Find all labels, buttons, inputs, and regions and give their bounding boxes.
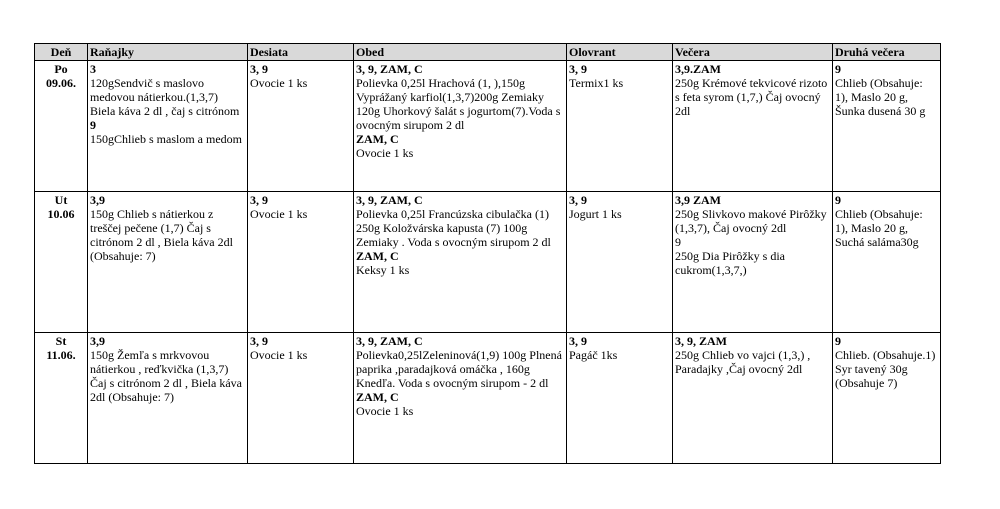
olovrant-cell <box>567 333 673 464</box>
meal-text: Termix1 ks <box>569 76 624 90</box>
allergen-code: 3, 9 <box>250 334 268 348</box>
allergen-code: 3,9.ZAM <box>675 62 721 76</box>
desiata-cell <box>248 61 354 192</box>
druha-vecera-cell <box>833 61 941 192</box>
ranajky-cell <box>88 192 248 333</box>
meal-text: 120gSendvič s maslovo medovou nátierkou.(1,3,7) Biela káva 2 dl , čaj s citrónom <box>90 76 240 118</box>
vecera-cell <box>673 333 833 464</box>
allergen-code: 3, 9, ZAM, C <box>356 334 423 348</box>
day-date: 09.06. <box>46 76 76 90</box>
ranajky-cell <box>88 61 248 192</box>
header-den: Deň <box>35 44 88 61</box>
desiata-cell <box>248 192 354 333</box>
meal-text: 150g Žemľa s mrkvovou nátierkou , reďkvička (1,3,7) Čaj s citrónom 2 dl , Biela káva 2dl (Obsahuje: 7) <box>90 348 242 404</box>
meal-text: Ovocie 1 ks <box>250 76 308 90</box>
day-date: 11.06. <box>46 348 76 362</box>
desiata-cell <box>248 333 354 464</box>
allergen-code: 3, 9 <box>569 334 587 348</box>
meal-text: 250g Krémové tekvicové rizoto s feta syrom (1,7,) Čaj ovocný 2dl <box>675 76 828 118</box>
meal-text: 150g Chlieb s nátierkou z treščej pečene (1,7) Čaj s citrónom 2 dl , Biela káva 2dl (Obsahuje: 7) <box>90 207 233 263</box>
allergen-code: 9 <box>835 193 841 207</box>
day-date: 10.06 <box>47 207 75 221</box>
day-name: Ut <box>54 193 68 207</box>
olovrant-cell <box>567 61 673 192</box>
table-row <box>35 61 941 192</box>
header-vecera: Večera <box>673 44 833 61</box>
table-row <box>35 192 941 333</box>
druha-vecera-cell <box>833 333 941 464</box>
meal-text: Polievka 0,25l Francúzska cibulačka (1) 250g Koložvárska kapusta (7) 100g Zemiaky . Voda s ovocným sirupom 2 dl <box>356 207 551 249</box>
vecera-cell <box>673 61 833 192</box>
obed-cell <box>354 192 567 333</box>
header-row <box>35 44 941 61</box>
allergen-code: 3, 9 <box>569 193 587 207</box>
allergen-code: 3, 9, ZAM <box>675 334 727 348</box>
druha-vecera-cell <box>833 192 941 333</box>
allergen-code: ZAM, C <box>356 390 399 404</box>
meal-text: Ovocie 1 ks <box>250 207 308 221</box>
allergen-code: 3,9 ZAM <box>675 193 721 207</box>
allergen-code: 3, 9 <box>569 62 587 76</box>
table-row <box>35 333 941 464</box>
day-name: St <box>55 334 67 348</box>
meal-text: Chlieb (Obsahuje: 1), Maslo 20 g, Šunka dusená 30 g <box>835 76 926 118</box>
meal-text: Jogurt 1 ks <box>569 207 622 221</box>
allergen-code: 3, 9 <box>250 62 268 76</box>
vecera-cell <box>673 192 833 333</box>
meal-text: Chlieb (Obsahuje: 1), Maslo 20 g, Suchá saláma30g <box>835 207 923 249</box>
header-desiata: Desiata <box>248 44 354 61</box>
meal-text: Ovocie 1 ks <box>356 146 414 160</box>
header-druha-vecera: Druhá večera <box>833 44 941 61</box>
header-ranajky: Raňajky <box>88 44 248 61</box>
meal-text: 250g Chlieb vo vajci (1,3,) , Paradajky ,Čaj ovocný 2dl <box>675 348 811 376</box>
allergen-code: ZAM, C <box>356 132 399 146</box>
meal-text: Ovocie 1 ks <box>250 348 308 362</box>
olovrant-cell <box>567 192 673 333</box>
meal-text: Keksy 1 ks <box>356 263 410 277</box>
meal-text: 250g Slivkovo makové Pirôžky (1,3,7), Čaj ovocný 2dl <box>675 207 827 235</box>
allergen-code: 3, 9 <box>250 193 268 207</box>
day-name: Po <box>54 62 68 76</box>
menu-table <box>34 43 941 464</box>
meal-text: Polievka 0,25l Hrachová (1, ),150g Vyprážaný karfiol(1,3,7)200g Zemiaky 120g Uhorkový šalát s jogurtom(7).Voda s ovocným sirupom 2 dl <box>356 76 561 132</box>
day-cell <box>35 333 88 464</box>
day-cell <box>35 61 88 192</box>
allergen-code: 9 <box>835 62 841 76</box>
allergen-code: ZAM, C <box>356 249 399 263</box>
meal-text: Pagáč 1ks <box>569 348 618 362</box>
meal-text: 250g Dia Pirôžky s dia cukrom(1,3,7,) <box>675 249 785 277</box>
obed-cell <box>354 61 567 192</box>
header-olovrant: Olovrant <box>567 44 673 61</box>
meal-text: Ovocie 1 ks <box>356 404 414 418</box>
allergen-code: 3 <box>90 62 96 76</box>
allergen-code: 9 <box>90 118 96 132</box>
ranajky-cell <box>88 333 248 464</box>
allergen-code: 3,9 <box>90 334 105 348</box>
meal-text: Polievka0,25lZeleninová(1,9) 100g Plnená paprika ,paradajková omáčka , 160g Knedľa. Voda s ovocným sirupom - 2 dl <box>356 348 562 390</box>
allergen-code: 3,9 <box>90 193 105 207</box>
allergen-code: 9 <box>835 334 841 348</box>
day-cell <box>35 192 88 333</box>
allergen-code: 3, 9, ZAM, C <box>356 193 423 207</box>
obed-cell <box>354 333 567 464</box>
allergen-code: 3, 9, ZAM, C <box>356 62 423 76</box>
meal-text: Chlieb. (Obsahuje.1) Syr tavený 30g (Obsahuje 7) <box>835 348 936 390</box>
header-obed: Obed <box>354 44 567 61</box>
meal-text: 150gChlieb s maslom a medom <box>90 132 242 146</box>
diet-code: 9 <box>675 235 681 249</box>
